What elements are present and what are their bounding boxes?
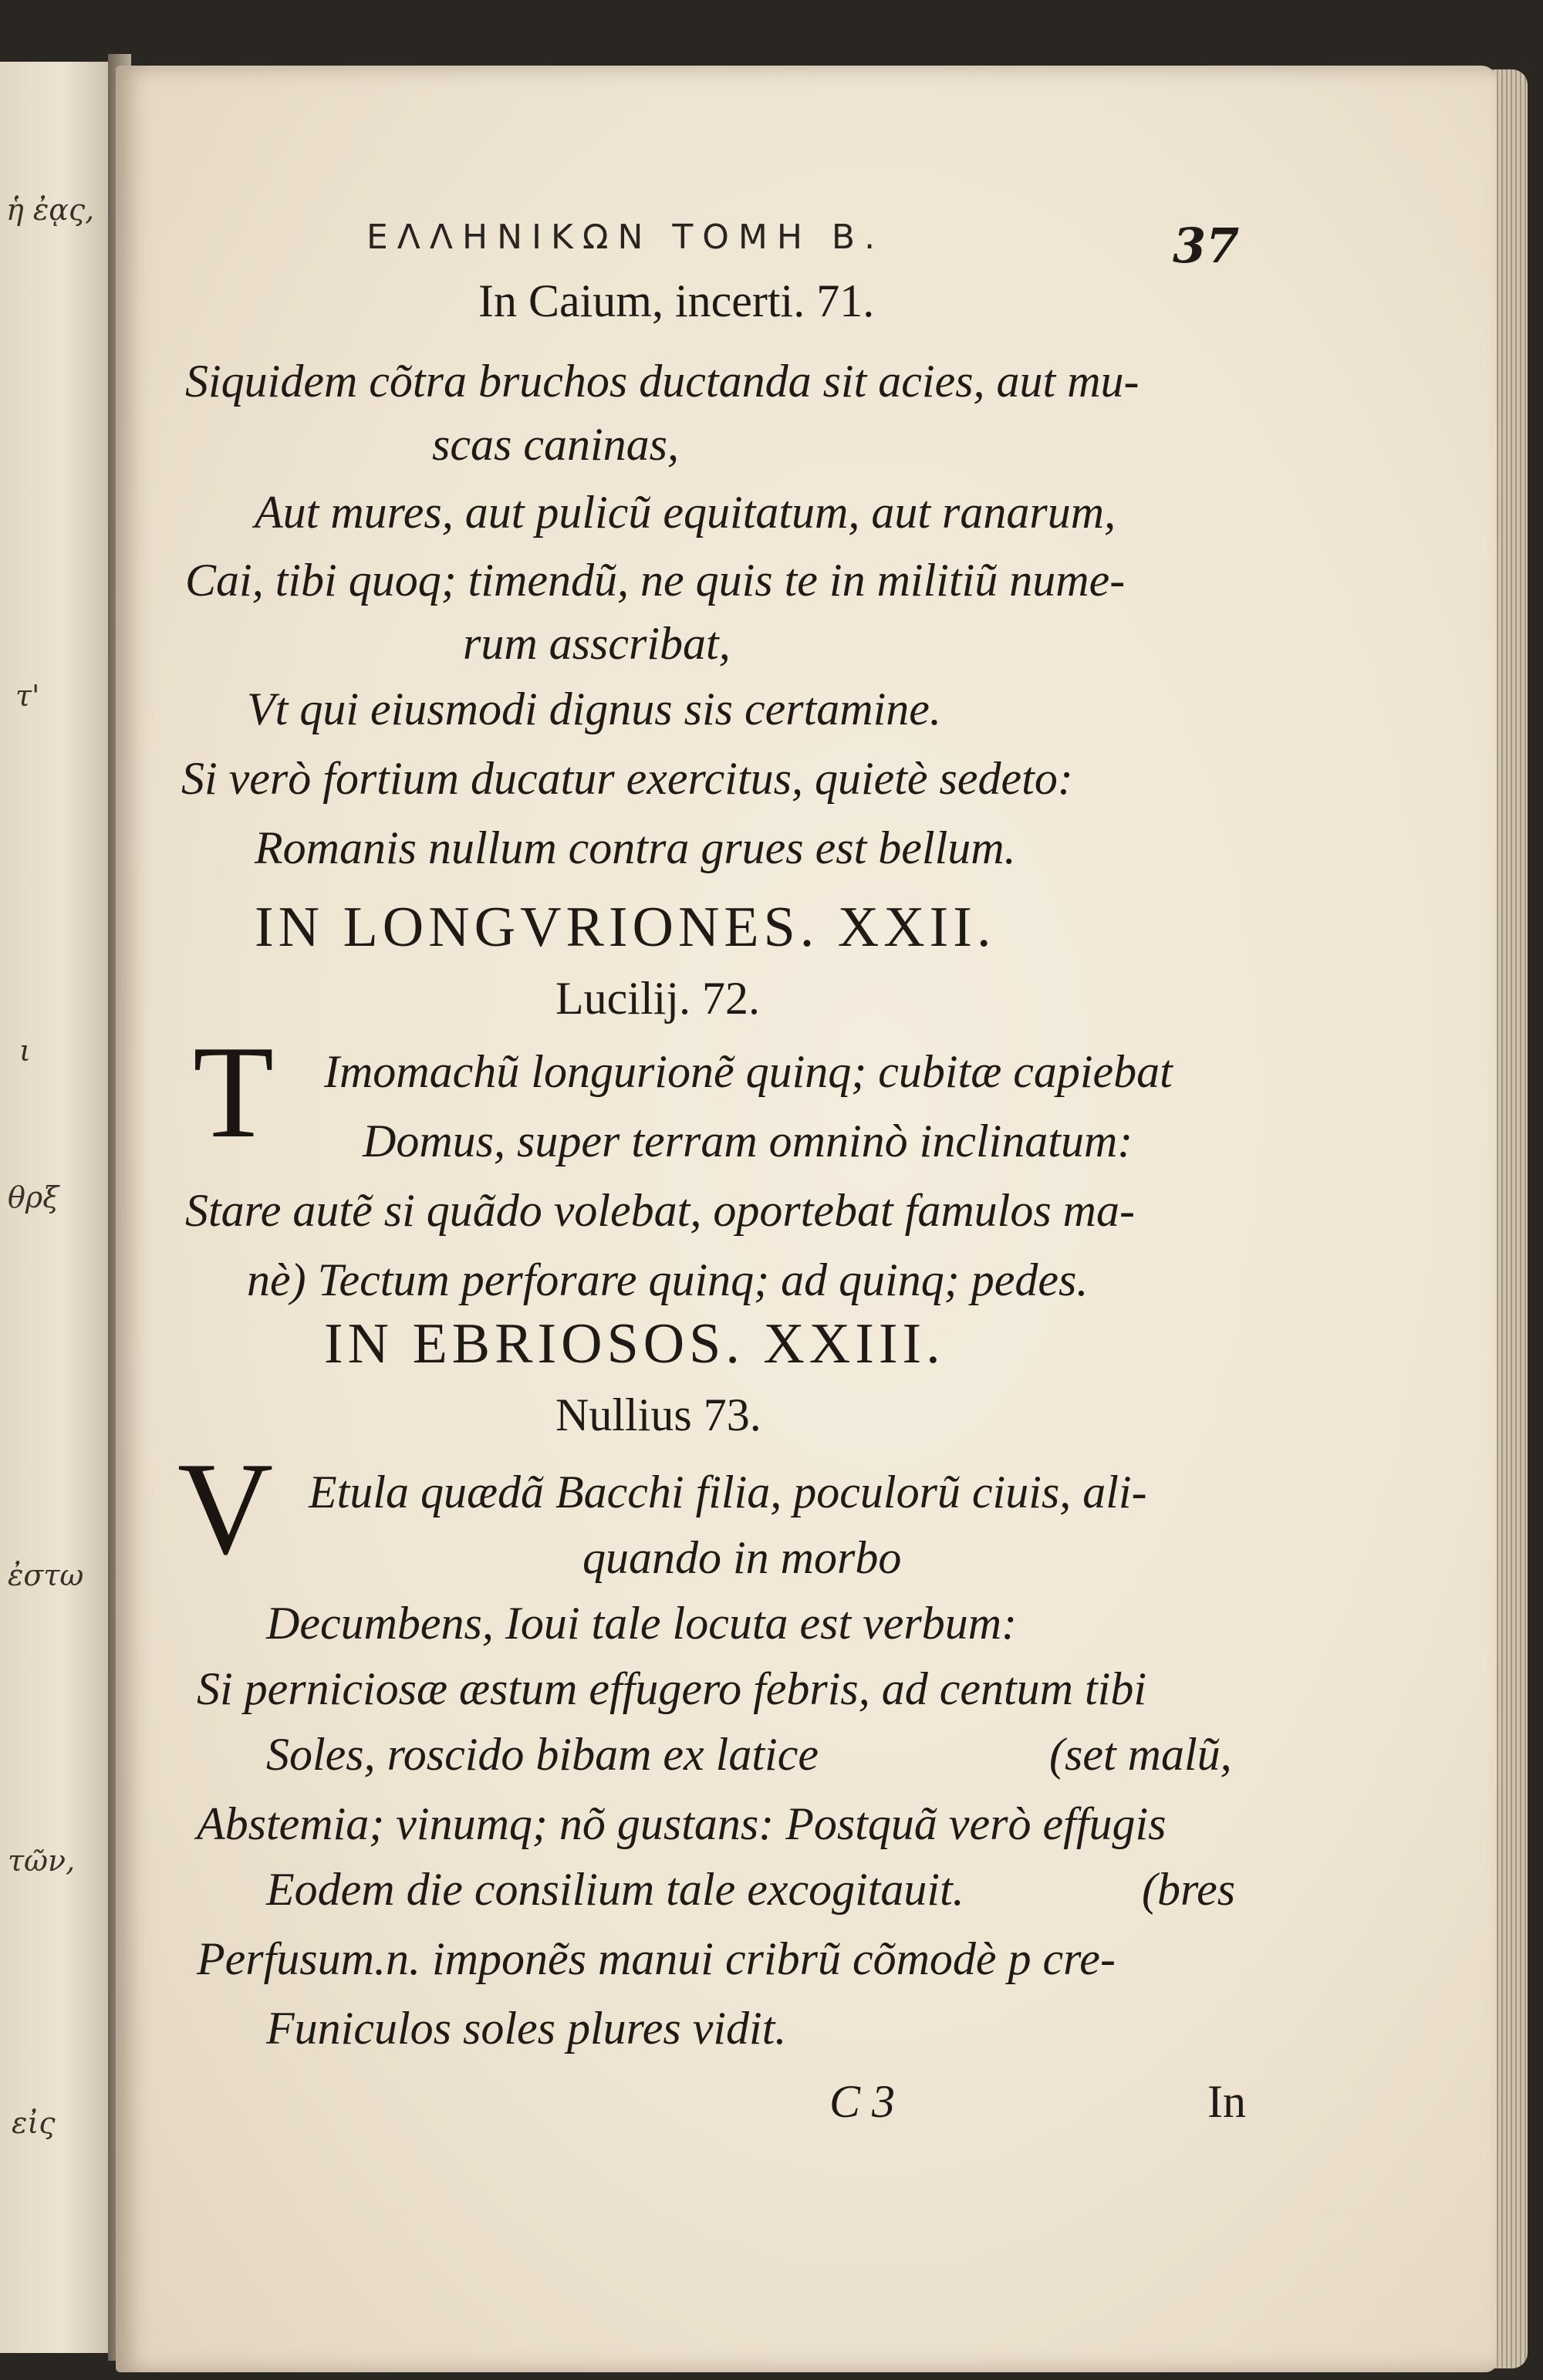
verse-line: quando in morbo — [582, 1532, 902, 1583]
verse-line: rum asscribat, — [463, 618, 731, 669]
verse-line: Cai, tibi quoq; timendũ, ne quis te in militiũ nume- — [185, 555, 1126, 606]
section-heading: IN LONGVRIONES. XXII. — [255, 896, 996, 959]
epigram-heading: In Caium, incerti. 71. — [478, 275, 875, 326]
verse-line: Eodem die consilium tale excogitauit. — [266, 1864, 964, 1915]
verse-line: Vt qui eiusmodi dignus sis certamine. — [247, 684, 941, 734]
margin-fragment: ι — [19, 1034, 31, 1068]
verse-line: Romanis nullum contra grues est bellum. — [255, 822, 1016, 873]
verse-line: Aut mures, aut pulicũ equitatum, aut ranarum, — [255, 487, 1116, 538]
epigram-heading: Nullius 73. — [555, 1389, 761, 1440]
page-number: 37 — [1173, 218, 1240, 274]
section-heading: IN EBRIOSOS. XXIII. — [324, 1312, 945, 1376]
verse-line: (bres — [1142, 1864, 1236, 1915]
epigram-heading: Lucilij. 72. — [555, 973, 760, 1024]
margin-fragment: τῶν, — [8, 1844, 76, 1878]
verse-line: Si perniciosæ æstum effugero febris, ad centum tibi — [197, 1663, 1147, 1714]
margin-fragment: τ' — [15, 679, 40, 713]
verse-line: Soles, roscido bibam ex latice — [266, 1729, 819, 1780]
verse-line: Decumbens, Ioui tale locuta est verbum: — [266, 1598, 1018, 1649]
verse-line: Domus, super terram omninò inclinatum: — [363, 1116, 1133, 1166]
catchword: In — [1207, 2076, 1246, 2127]
drop-capital: T — [193, 1019, 275, 1166]
verse-line: Perfusum.n. imponẽs manui cribrũ cõmodè p cre- — [197, 1933, 1116, 1984]
margin-fragment: θρξ — [8, 1180, 59, 1214]
signature-mark: C 3 — [829, 2076, 896, 2127]
verse-line: nè) Tectum perforare quinq; ad quinq; pedes. — [247, 1254, 1089, 1305]
margin-fragment: ἡ ἐᾳς, — [6, 193, 95, 227]
margin-fragment: εἰς — [12, 2106, 56, 2140]
verse-line: Si verò fortium ducatur exercitus, quietè sedeto: — [181, 753, 1073, 804]
verse-line: Imomachũ longurionẽ quinq; cubitæ capiebat — [324, 1046, 1173, 1097]
verse-line: Siquidem cõtra bruchos ductanda sit acies, aut mu- — [185, 356, 1140, 407]
facing-page-edge — [0, 62, 116, 2353]
drop-capital: V — [177, 1436, 274, 1582]
margin-fragment: ἐστω — [8, 1558, 84, 1592]
verse-line: Etula quædã Bacchi filia, poculorũ ciuis, ali- — [309, 1467, 1147, 1517]
running-title: ΕΛΛΗΝΙΚΩΝ ΤΟΜΗ Β. — [366, 218, 885, 257]
verse-line: Stare autẽ si quãdo volebat, oportebat famulos ma- — [185, 1185, 1135, 1236]
verse-line: (set malũ, — [1049, 1729, 1232, 1780]
verse-line: Funiculos soles plures vidit. — [266, 2003, 787, 2054]
verse-line: Abstemia; vinumq; nõ gustans: Postquã verò effugis — [197, 1798, 1167, 1849]
verse-line: scas caninas, — [432, 419, 679, 470]
